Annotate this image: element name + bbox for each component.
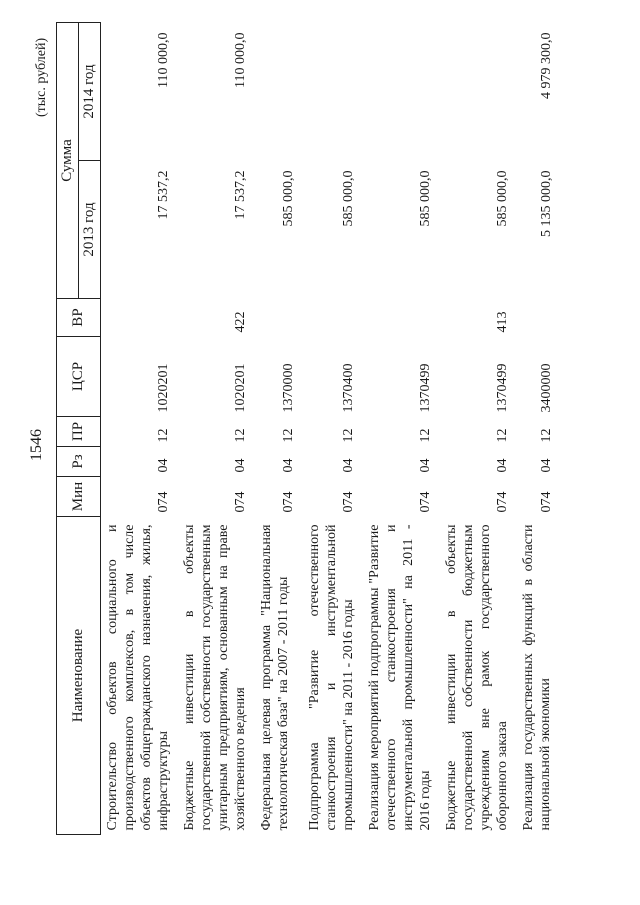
row-rz: 04 (281, 458, 296, 473)
row-min: 074 (539, 491, 554, 513)
row-sum-2014 (303, 22, 363, 160)
row-min: 074 (233, 491, 248, 513)
header-csr: ЦСР (57, 337, 101, 417)
row-sum-2013: 585 000,0 (418, 170, 433, 227)
row-name: Строительство объектов социального и производственного комплексов, в том числе объектов общегражданского назначения, жилья, инфраструктуры (105, 524, 171, 831)
row-name: Бюджетные инвестиции в объекты государственной собственности бюджетным учреждениям вне рамок государственного оборонного заказа (444, 524, 510, 831)
row-sum-2014 (440, 22, 517, 160)
row-csr: 1370499 (418, 363, 433, 413)
table-row (517, 22, 561, 834)
row-min: 074 (418, 491, 433, 513)
table-row (303, 22, 363, 834)
row-sum-2014 (255, 22, 303, 160)
row-sum-2013: 17 537,2 (156, 170, 171, 220)
row-min: 074 (156, 491, 171, 513)
table-row (363, 22, 440, 834)
row-min: 074 (281, 491, 296, 513)
row-pr: 12 (418, 428, 433, 443)
table-row (178, 22, 255, 834)
row-vr (517, 299, 561, 337)
header-name: Наименование (57, 517, 101, 835)
table-row (440, 22, 517, 834)
row-sum-2013: 585 000,0 (281, 170, 296, 227)
header-year-2013: 2013 год (79, 161, 101, 299)
header-sum: Сумма (57, 22, 79, 298)
row-min: 074 (495, 491, 510, 513)
row-name: Реализация государственных функций в области национальной экономики (521, 524, 553, 831)
row-vr: 422 (233, 311, 248, 333)
row-sum-2013: 5 135 000,0 (539, 170, 554, 237)
header-year-2014: 2014 год (79, 22, 101, 160)
row-name: Бюджетные инвестиции в объекты государственной собственности государственным унитарным предприятиям, основанным на праве хозяйственного ведения (182, 524, 248, 831)
units-label: (тыс. рублей) (34, 37, 49, 117)
row-vr (255, 299, 303, 337)
row-sum-2013: 585 000,0 (495, 170, 510, 227)
row-rz: 04 (233, 458, 248, 473)
row-pr: 12 (281, 428, 296, 443)
header-rz: Рз (57, 447, 101, 477)
row-rz: 04 (341, 458, 356, 473)
row-sum-2014: 110 000,0 (156, 32, 171, 88)
row-csr: 1020201 (156, 363, 171, 413)
row-csr: 1020201 (233, 363, 248, 413)
row-sum-2013: 17 537,2 (233, 170, 248, 220)
row-csr: 1370400 (341, 363, 356, 413)
row-vr: 413 (495, 311, 510, 333)
row-csr: 3400000 (539, 363, 554, 413)
row-pr: 12 (156, 428, 171, 443)
header-pr: ПР (57, 417, 101, 447)
row-rz: 04 (418, 458, 433, 473)
row-sum-2014 (363, 22, 440, 160)
table-row (255, 22, 303, 834)
row-vr (363, 299, 440, 337)
row-csr: 1370499 (495, 363, 510, 413)
row-pr: 12 (341, 428, 356, 443)
row-pr: 12 (495, 428, 510, 443)
row-min: 074 (341, 491, 356, 513)
header-row (57, 22, 79, 834)
row-csr: 1370000 (281, 363, 296, 413)
header-min: Мин (57, 477, 101, 517)
row-rz: 04 (156, 458, 171, 473)
row-vr (303, 299, 363, 337)
row-rz: 04 (495, 458, 510, 473)
row-rz: 04 (539, 458, 554, 473)
table-row (101, 22, 179, 834)
row-sum-2014: 110 000,0 (233, 32, 248, 88)
row-pr: 12 (233, 428, 248, 443)
row-name: Подпрограмма "Развитие отечественного станкостроения и инструментальной промышленности" на 2011 - 2016 годы (307, 524, 356, 831)
row-vr (101, 299, 179, 337)
page-number: 1546 (28, 429, 45, 461)
budget-table (56, 22, 561, 835)
row-pr: 12 (539, 428, 554, 443)
row-name: Реализация мероприятий подпрограммы "Развитие отечественного станкостроения и инструментальной промышленности" на 2011 - 2016 годы (367, 524, 433, 831)
row-name: Федеральная целевая программа "Национальная технологическая база" на 2007 - 2011 годы (259, 524, 291, 831)
row-sum-2014: 4 979 300,0 (539, 32, 554, 99)
header-vr: ВР (57, 299, 101, 337)
row-sum-2013: 585 000,0 (341, 170, 356, 227)
